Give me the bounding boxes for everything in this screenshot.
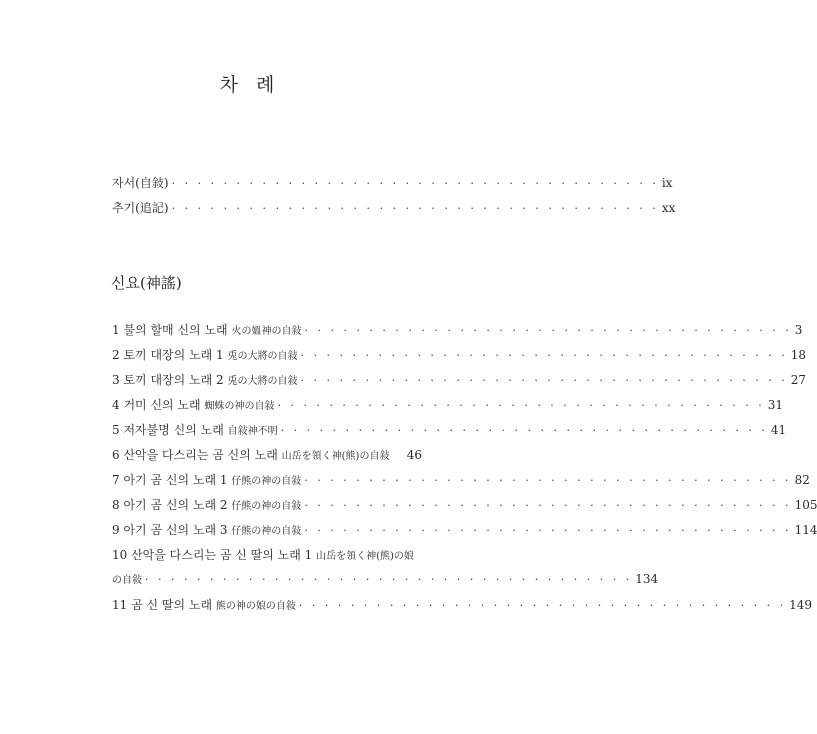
toc-entry-page: 3 (794, 323, 803, 337)
toc-entry-label: 추기(追記) (112, 201, 169, 215)
dot-leader: · · · · · · · · · · · · · · · · · · · · · · · · · · · · · · · · · · · · · · (171, 202, 659, 215)
toc-entry[interactable] (112, 371, 807, 387)
dot-leader: · · · · · · · · · · · · · · · · · · · · · · · · · · · · · · · · · · · · · · (304, 524, 792, 537)
toc-entry[interactable] (112, 471, 810, 487)
toc-entry-page: 149 (789, 598, 813, 612)
toc-entry-label: 1 불의 할매 신의 노래 火の媼神の自敍 (112, 323, 302, 337)
dot-leader: · · · · · · · · · · · · · · · · · · · · · · · · · · · · · · · · · · · · · · (145, 573, 633, 586)
toc-entry-page: 18 (790, 348, 807, 362)
dot-leader: · · · · · · · · · · · · · · · · · · · · · · · · · · · · · · · · · · · · · · (300, 349, 788, 362)
page-title: 차 례 (219, 74, 281, 96)
toc-entry[interactable] (112, 396, 783, 412)
toc-entry[interactable] (112, 546, 422, 562)
toc-entry[interactable] (112, 446, 422, 462)
toc-entry-page: 105 (794, 498, 817, 512)
dot-leader: · · · · · · · · · · · · · · · · · · · · · · · · · · · · · · · · · · · · · · (304, 324, 792, 337)
dot-leader: · · · · · · · · · · · · · · · · · · · · · · · · · · · · · · · · · · · · · · (298, 599, 787, 612)
toc-entry[interactable] (112, 521, 817, 537)
toc-entry-label: 자서(自敍) (112, 176, 169, 190)
toc-entry-page: 114 (794, 523, 817, 537)
toc-entry-label: 3 토끼 대장의 노래 2 兎の大將の自敍 (112, 373, 298, 387)
section-title: 신요(神謠) (111, 274, 182, 292)
toc-entry-page: 27 (790, 373, 807, 387)
toc-entry[interactable] (112, 346, 807, 362)
dot-leader: · · · · · · · · · · · · · · · · · · · · · · · · · · · · · · · · · · · · · · (300, 374, 788, 387)
toc-entry-label: 8 아기 곰 신의 노래 2 仔熊の神の自敍 (112, 498, 302, 512)
dot-leader: · · · · · · · · · · · · · · · · · · · · · · · · · · · · · · · · · · · · · · (304, 474, 792, 487)
dot-leader: · · · · · · · · · · · · · · · · · · · · · · · · · · · · · · · · · · · · · · (171, 177, 659, 190)
toc-entry[interactable] (112, 496, 817, 512)
toc-entry[interactable] (112, 321, 803, 337)
toc-entry-page: 134 (635, 572, 659, 586)
toc-entry-page: xx (661, 201, 676, 215)
toc-entry-label: 6 산악을 다스리는 곰 신의 노래 山岳を領く神(熊)の自敍 (112, 448, 390, 462)
toc-entry-postscript[interactable] (112, 199, 676, 215)
dot-leader: · · · · · · · · · · · · · · · · · · · · · · · · · · · · · · · · · · · · · · (280, 424, 768, 437)
toc-entry-page: 41 (770, 423, 787, 437)
toc-entry-page: 46 (406, 448, 422, 462)
toc-entry-label: 4 거미 신의 노래 蜘蛛の神の自敍 (112, 398, 275, 412)
toc-entry-page: 31 (767, 398, 783, 412)
toc-entry-page: ix (661, 176, 673, 190)
toc-entry-page: 82 (794, 473, 810, 487)
dot-leader: · · · · · · · · · · · · · · · · · · · · · · · · · · · · · · · · · · · · · · (277, 399, 765, 412)
toc-entry-label: 5 저자불명 신의 노래 自敍神不明 (112, 423, 278, 437)
toc-entry-label: 7 아기 곰 신의 노래 1 仔熊の神の自敍 (112, 473, 302, 487)
toc-entry-label: の自敍 (112, 575, 142, 586)
toc-entry-label: 10 산악을 다스리는 곰 신 딸의 노래 1 山岳を領く神(熊)の娘 (112, 548, 414, 562)
toc-entry-label: 2 토끼 대장의 노래 1 兎の大將の自敍 (112, 348, 298, 362)
toc-entry-label: 11 곰 신 딸의 노래 熊の神の娘の自敍 (112, 598, 296, 612)
toc-entry[interactable] (112, 421, 787, 437)
dot-leader: · · · · · · · · · · · · · · · · · · · · · · · · · · · · · · · · · · · · · · (304, 499, 792, 512)
toc-entry-preface[interactable] (112, 174, 673, 190)
toc-entry[interactable] (112, 596, 813, 612)
toc-entry-continuation[interactable] (112, 571, 659, 587)
toc-entry-label: 9 아기 곰 신의 노래 3 仔熊の神の自敍 (112, 523, 302, 537)
